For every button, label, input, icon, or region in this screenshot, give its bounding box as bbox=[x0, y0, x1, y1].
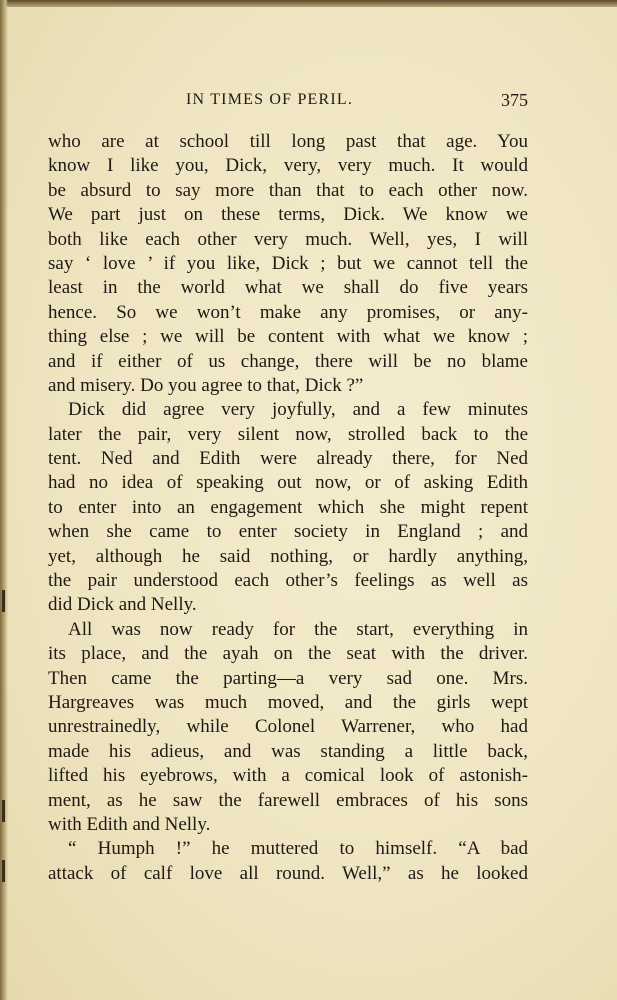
text-line: All was now ready for the start, everything in bbox=[68, 618, 528, 640]
text-line: hence. So we won’t make any promises, or any- bbox=[48, 301, 528, 323]
text-line: tent. Ned and Edith were already there, for Ned bbox=[48, 448, 528, 470]
text-line: the pair understood each other’s feelings as well as bbox=[48, 570, 528, 592]
text-line: be absurd to say more than that to each other now. bbox=[48, 179, 528, 201]
text-line: and if either of us change, there will be no blame bbox=[48, 350, 528, 372]
text-line: its place, and the ayah on the seat with the driver. bbox=[48, 643, 528, 665]
text-line: had no idea of speaking out now, or of asking Edith bbox=[48, 472, 528, 494]
text-line: We part just on these terms, Dick. We know we bbox=[48, 204, 528, 226]
text-line: least in the world what we shall do five years bbox=[48, 277, 528, 299]
text-line: lifted his eyebrows, with a comical look of astonish- bbox=[48, 765, 528, 787]
binding-spine bbox=[0, 0, 8, 1000]
text-line: and misery. Do you agree to that, Dick ?” bbox=[48, 374, 364, 396]
text-line: did Dick and Nelly. bbox=[48, 594, 197, 616]
spine-mark bbox=[2, 860, 5, 882]
text-line: Then came the parting—a very sad one. Mrs. bbox=[48, 667, 528, 689]
spine-mark bbox=[2, 800, 5, 822]
text-line: with Edith and Nelly. bbox=[48, 813, 211, 835]
text-line: yet, although he said nothing, or hardly anything, bbox=[48, 545, 528, 567]
text-line: made his adieus, and was standing a little back, bbox=[48, 740, 528, 762]
text-line: say ‘ love ’ if you like, Dick ; but we cannot tell the bbox=[48, 252, 528, 274]
text-line: attack of calf love all round. Well,” as he looked bbox=[48, 862, 528, 884]
text-line: when she came to enter society in England ; and bbox=[48, 521, 528, 543]
running-head: IN TIMES OF PERIL. bbox=[186, 91, 354, 108]
text-line: to enter into an engagement which she might repent bbox=[48, 496, 528, 518]
page-top-edge bbox=[0, 0, 617, 7]
text-line: “ Humph !” he muttered to himself. “A bad bbox=[68, 838, 528, 860]
spine-mark bbox=[2, 590, 5, 612]
page-header bbox=[48, 91, 528, 113]
page-number: 375 bbox=[501, 90, 528, 110]
text-line: ment, as he saw the farewell embraces of his sons bbox=[48, 789, 528, 811]
body-text bbox=[48, 130, 528, 886]
text-line: Dick did agree very joyfully, and a few minutes bbox=[68, 399, 528, 421]
text-line: thing else ; we will be content with what we know ; bbox=[48, 326, 528, 348]
text-line: Hargreaves was much moved, and the girls wept bbox=[48, 691, 528, 713]
text-line: know I like you, Dick, very, very much. It would bbox=[48, 155, 528, 177]
text-line: who are at school till long past that age. You bbox=[48, 131, 528, 152]
text-line: unrestrainedly, while Colonel Warrener, who had bbox=[48, 716, 528, 738]
text-line: later the pair, very silent now, strolled back to the bbox=[48, 423, 528, 445]
text-line: both like each other very much. Well, yes, I will bbox=[48, 228, 528, 250]
